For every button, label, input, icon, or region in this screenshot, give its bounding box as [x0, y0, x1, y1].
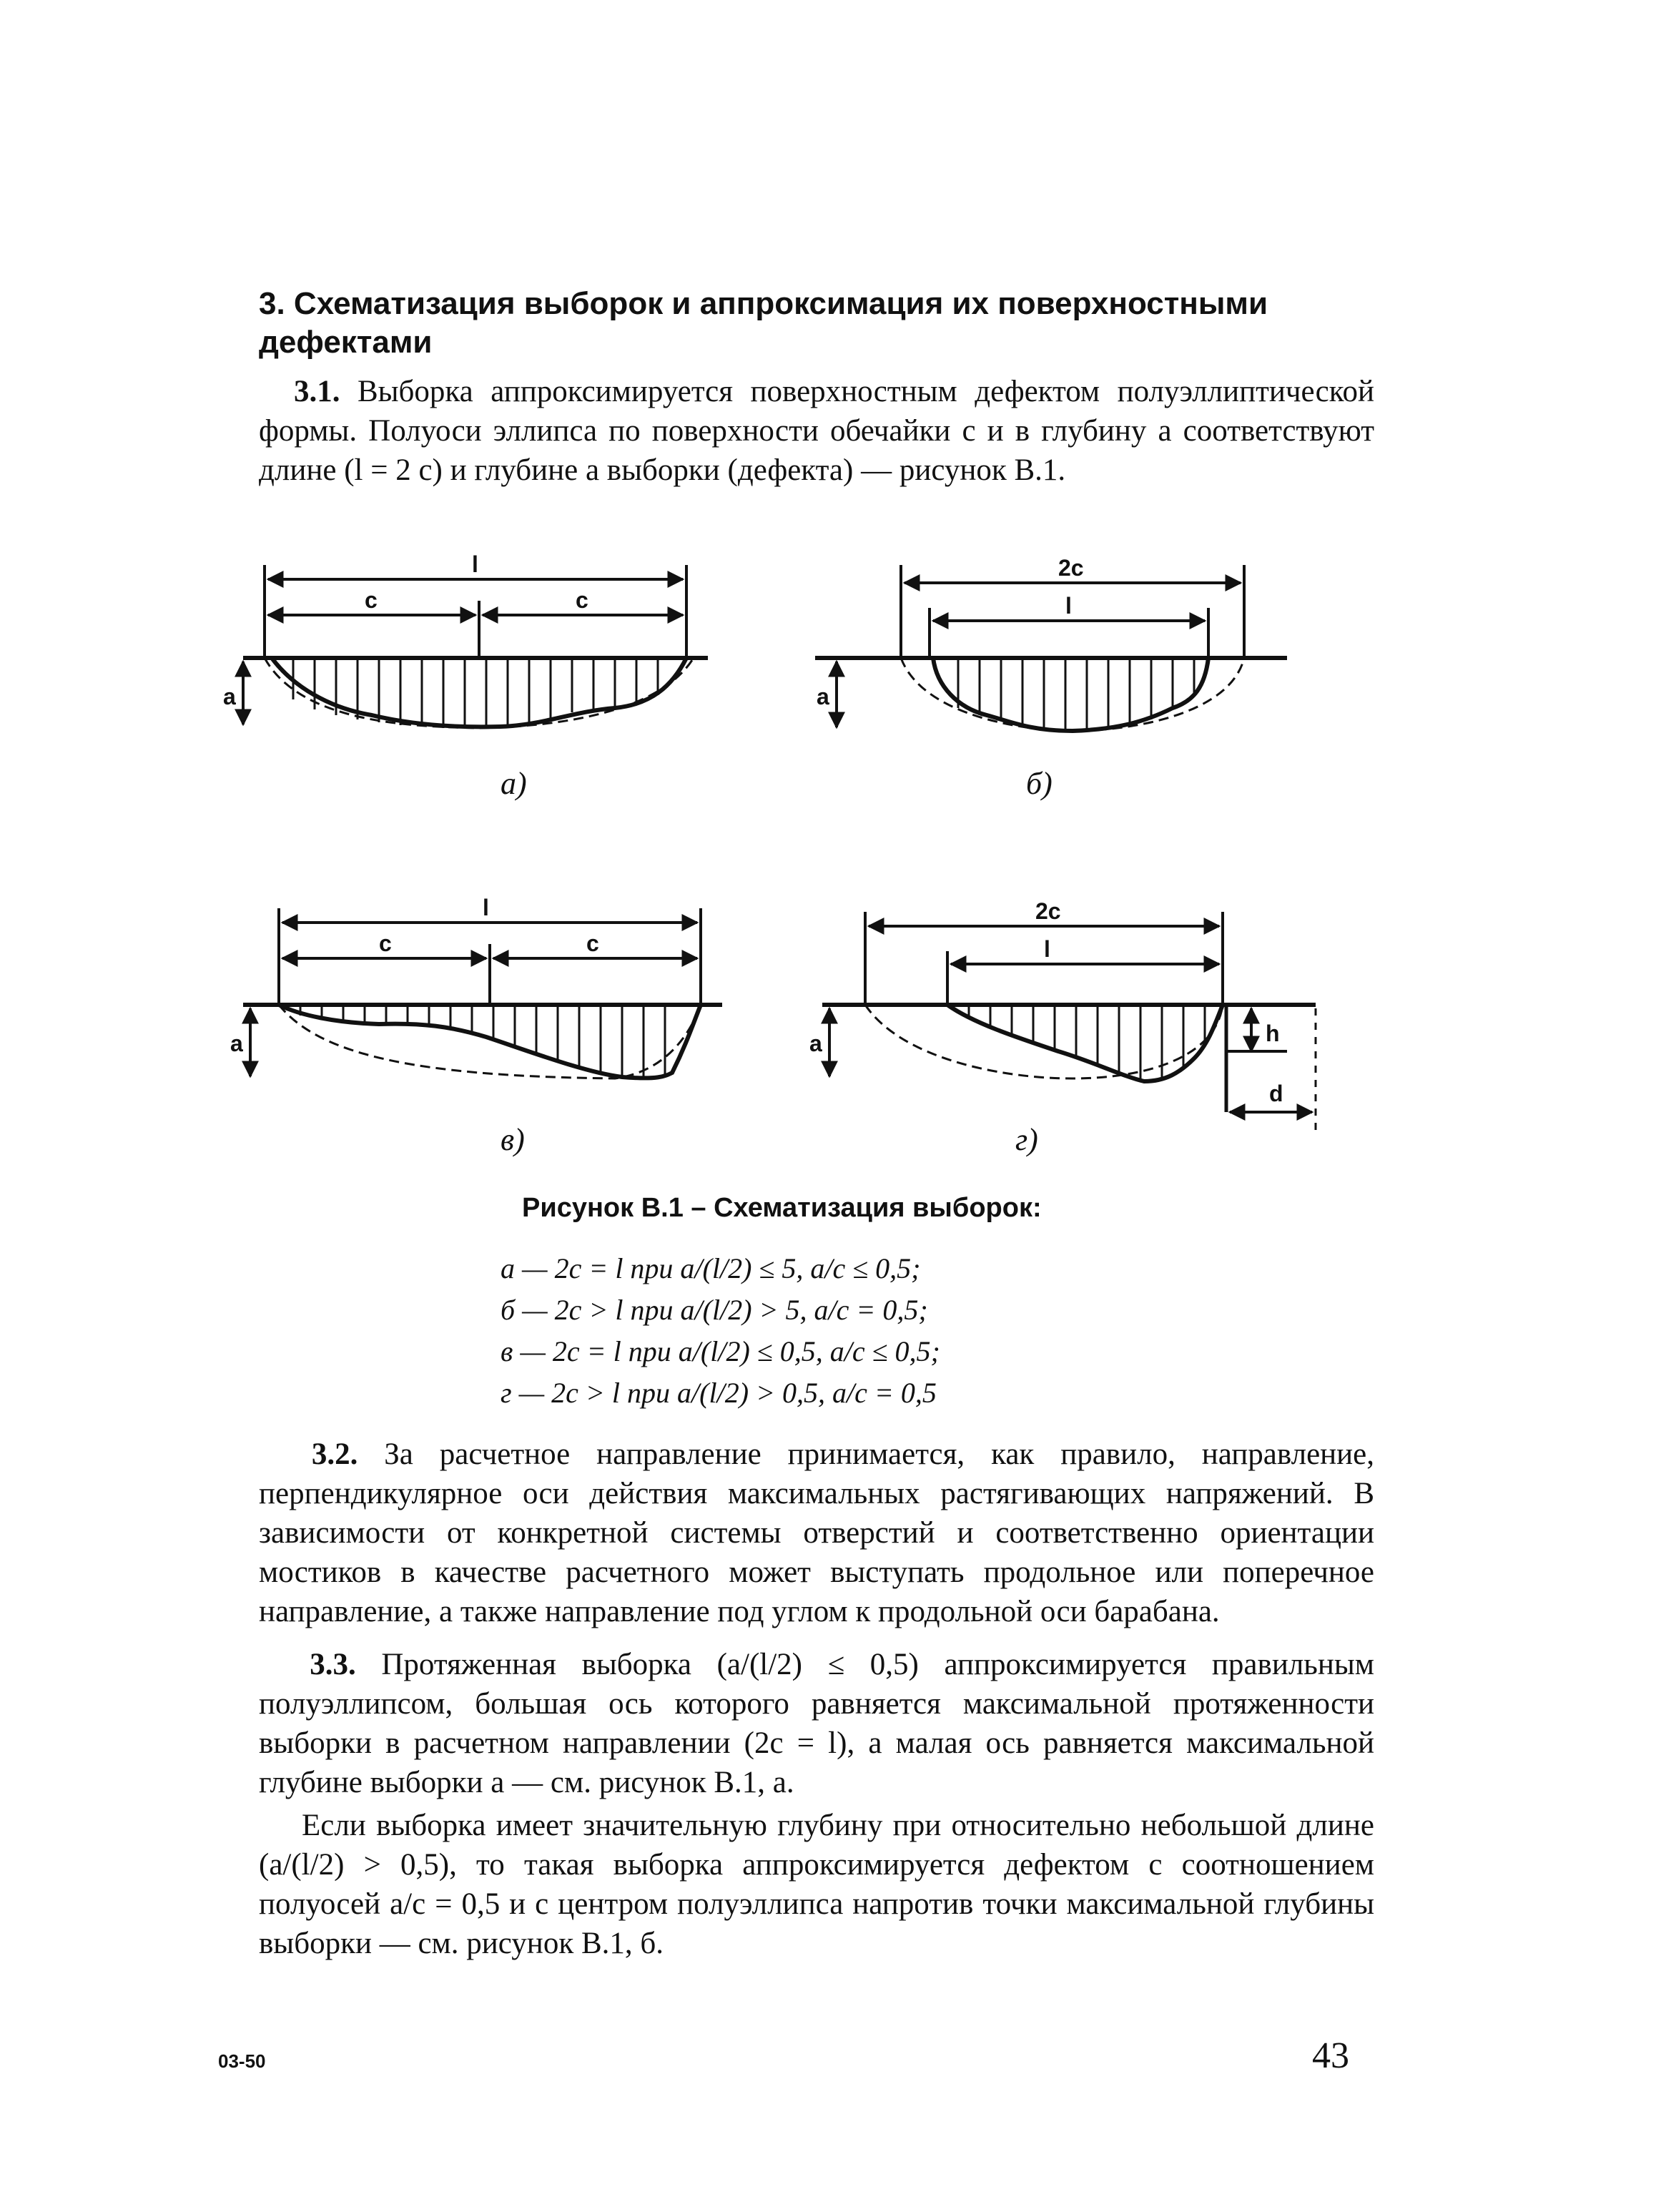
paragraph-3-2-text: За расчетное направление принимается, как правило, направление, перпендикулярное оси действия максимальных растягивающих напряжений. В зависимости от конкретной системы отверстий и соответственно ориентации мостиков в качестве расчетного может выступать продольное или поперечное направление, а также направление под углом к продольной оси барабана. [259, 1437, 1375, 1628]
footer-code: 03-50 [218, 2050, 266, 2072]
figure-caption: Рисунок В.1 – Схематизация выборок: [522, 1193, 1042, 1223]
paragraph-3-3-text: Протяженная выборка (a/(l/2) ≤ 0,5) аппроксимируется правильным полуэллипсом, большая ось которого равняется максимальной протяженности выборки в расчетном направлении (2c = l), а малая ось равняется максимальной глубине выборки a — см. рисунок В.1, а. [259, 1648, 1375, 1799]
panel-g-drawing [822, 912, 1316, 1130]
case-b: б — 2c > l при a/(l/2) > 5, a/c = 0,5; [501, 1294, 928, 1326]
label-2c-b: 2c [1058, 555, 1084, 581]
section-title: 3. Схематизация выборок и аппроксимация их поверхностными дефектами [259, 286, 1268, 360]
paragraph-3-3b-text: Если выборка имеет значительную глубину при относительно небольшой длине (a/(l/2) > 0,5), то такая выборка аппроксимируется дефектом с соотношением полуосей a/c = 0,5 и с центром полуэллипса напротив точки максимальной глубины выборки — см. рисунок В.1, б. [259, 1809, 1374, 1960]
label-d-g: d [1269, 1081, 1283, 1106]
page-number: 43 [1312, 2035, 1349, 2076]
panel-b-drawing [815, 565, 1287, 731]
paragraph-3-2-number: 3.2. [311, 1437, 358, 1471]
panel-label-g: г) [1015, 1122, 1038, 1157]
label-c-a2: c [576, 587, 588, 613]
paragraph-3-1-number: 3.1. [293, 375, 340, 408]
paragraph-3-3 [259, 1645, 1374, 1802]
label-l-g: l [1044, 936, 1050, 962]
label-a-b: a [817, 684, 829, 709]
paragraph-3-3b [259, 1806, 1374, 1963]
panel-label-v: в) [501, 1122, 525, 1157]
paragraph-3-3-number: 3.3. [310, 1648, 356, 1681]
paragraph-3-1 [259, 372, 1374, 490]
figure-cases [501, 1248, 940, 1414]
panel-a-drawing [243, 565, 708, 728]
label-2c-g: 2c [1035, 898, 1061, 924]
case-g: г — 2c > l при a/(l/2) > 0,5, a/c = 0,5 [501, 1377, 937, 1409]
label-c-a1: c [365, 587, 378, 613]
label-c-v1: c [379, 930, 392, 956]
label-l-b: l [1065, 593, 1072, 619]
label-h-g: h [1266, 1021, 1280, 1046]
label-l-v: l [483, 895, 489, 920]
paragraph-3-1-text: Выборка аппроксимируется поверхностным дефектом полуэллиптической формы. Полуоси эллипса по поверхности обечайки c и в глубину a соответствуют длине (l = 2 c) и глубине a выборки (дефекта) — рисунок В.1. [259, 375, 1374, 487]
label-c-v2: c [586, 930, 599, 956]
label-a-a: a [223, 684, 236, 709]
paragraph-3-2 [259, 1435, 1374, 1631]
panel-label-b: б) [1026, 766, 1053, 801]
case-a: а — 2c = l при a/(l/2) ≤ 5, a/c ≤ 0,5; [501, 1252, 921, 1284]
figure-b1 [215, 544, 1373, 1173]
panel-v-drawing [243, 908, 722, 1078]
case-v: в — 2c = l при a/(l/2) ≤ 0,5, a/c ≤ 0,5; [501, 1335, 940, 1367]
panel-label-a: а) [501, 766, 527, 801]
label-l-a: l [472, 551, 478, 577]
label-a-g: a [809, 1031, 822, 1056]
label-a-v: a [230, 1031, 243, 1056]
